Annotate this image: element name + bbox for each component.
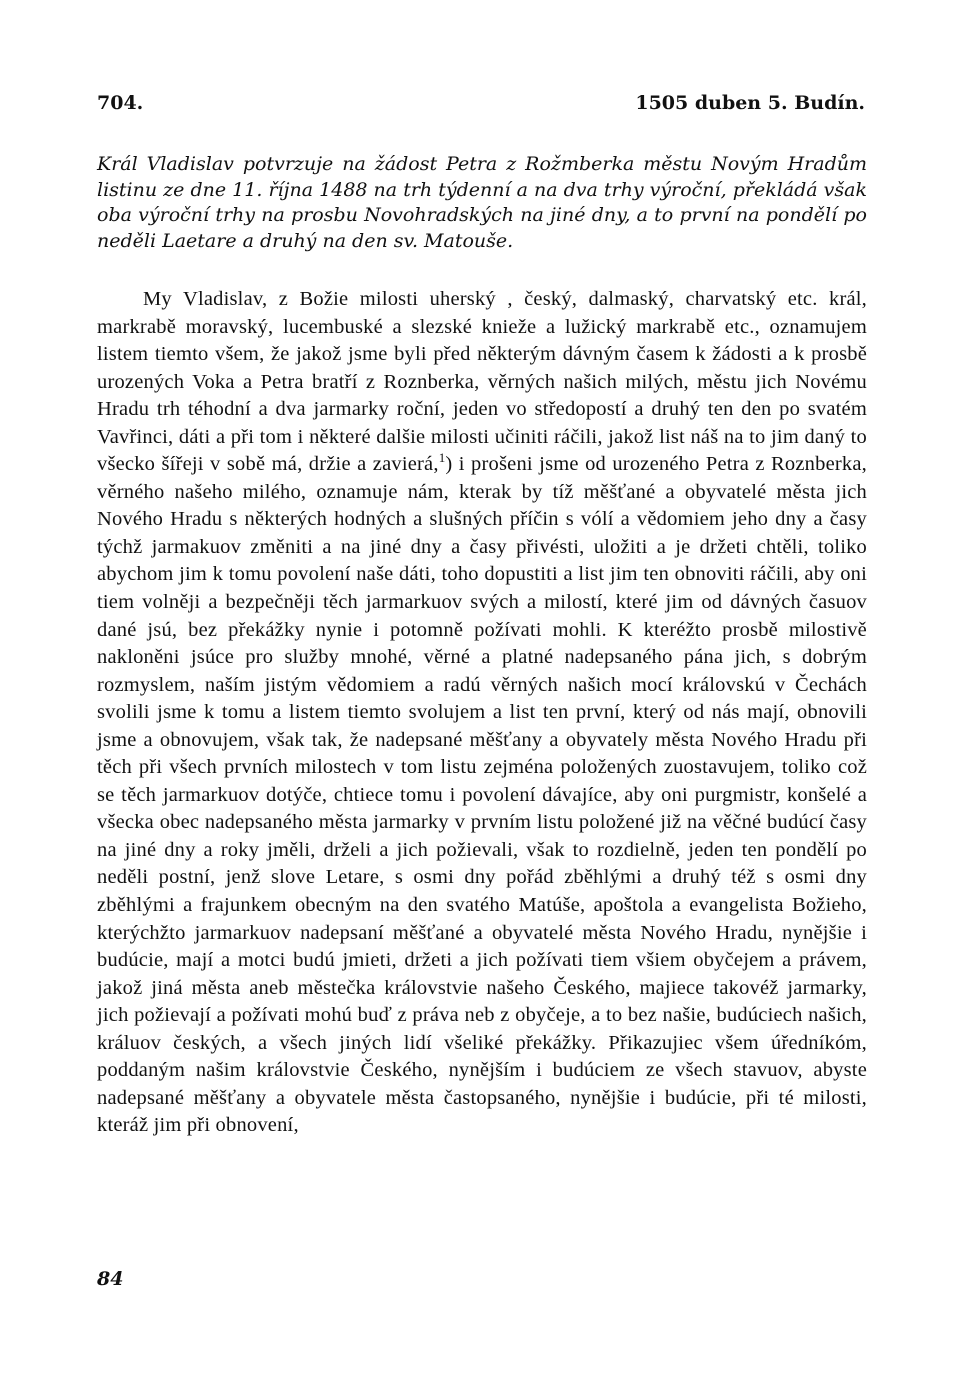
page-number: 84 [97, 1268, 124, 1290]
document-number: 704. [97, 92, 144, 114]
charter-text [97, 286, 867, 1140]
footnote-mark: 1 [438, 450, 446, 466]
regest-summary: Král Vladislav potvrzuje na žádost Petra z Rožmberka městu Novým Hradům listinu ze dne 11. října 1488 na trh týdenní a na dva trhy výroční, překládá však oba výroční trhy na prosbu Novohradských na jiné dny, a to první na pondělí po neděli Laetare a druhý na den sv. Matouše. [97, 153, 867, 252]
document-date-place: 1505 duben 5. Budín. [635, 92, 865, 114]
page-header [97, 92, 865, 122]
charter-text-part-1: My Vladislav, z Božie milosti uherský , český, dalmaský, charvatský etc. král, markrabě moravský, lucembuské a slezské knieže a lužický markrabě etc., oznamujem listem tiemto všem, že jakož jsme byli před některým dávným časem k žádosti a k prosbě urozených Voka a Petra bratří z Roznberka, věrných našich milých, městu jich Novému Hradu trh téhodní a dva jarmarky roční, jeden vo středopostí a druhý ten den po svatém Vavřinci, dáti a při tom i některé dalšie milosti učiniti ráčili, jakož list náš na to jim daný to všecko šířeji v sobě má, držie a zavierá, [97, 288, 867, 476]
charter-text-part-2: ) i prošeni jsme od urozeného Petra z Roznberka, věrného našeho milého, oznamuje nám, kterak by tíž měšťané a obyvatelé města jich Nového Hradu s některých hodných a slušných příčin s vólí a vědomiem jeho dny a časy týchž jarmakuov změniti a na jiné dny a časy přivésti, uložiti a je držeti chtěli, toliko abychom jim k tomu povolení naše dáti, toho dopustiti a list jim ten obnoviti ráčili, aby oni tiem volněji a bezpečněji těch jarmarkuov svých a milostí, které jim od dávných časuov dané jsú, bez překážky nynie i potomně požívati mohli. K kteréžto prosbě milostivě nakloněni jsúce pro služby mnohé, věrné a platné nadepsaného pána jich, s dobrým rozmyslem, naším jistým vědomiem a radú věrných našich mocí královskú v Čechách svolili jsme k tomu a listem tiemto svolujem a list ten první, který od nás mají, obnovili jsme a obnovujem, však tak, že nadepsané měšťany a obyvately města Nového Hradu při těch při všech prvních milostech v tom listu zejména položených zuostavujem, toliko což se těch jarmarkuov dotýče, chtiece tomu i povolení dávajíce, aby oni purgmistr, konšelé a všecka obec nadepsaného města jarmarky v prvním listu položené již na věčné budúcí časy na jiné dny a roky jměli, drželi a jich požievali, však to rozdielně, jeden ten pondělí po neděli postní, jenž slove Letare, s osmi dny pořád zběhlými a druhý též s osmi dny zběhlými a frajunkem obecným na den svatého Matúše, apoštola a evangelista Božieho, kterýchžto jarmarkuov nadepsaní měšťané a obyvatelé města Nového Hradu, nynějšie i budúcie, mají a motci budú jmieti, držeti a jich požívati tiem všiem obyčejem a právem, jakož jiná města aneb městečka královstvie našeho Českého, majiece takovéž jarmarky, jich požievají a požívati mohú buď z práva neb z obyčeje, a to bez našie, budúciech našich, králuov českých, a všech jiných lidí všeliké překážky. Přikazujiec všem úředníkóm, poddaným našim královstvie Českého, nynějším i budúciem ze všech stavuov, abyste nadepsané měšťany a obyvatele města častopsaného, nynějšie i budúcie, při té milosti, kteráž jim při obnovení, [97, 453, 867, 1137]
